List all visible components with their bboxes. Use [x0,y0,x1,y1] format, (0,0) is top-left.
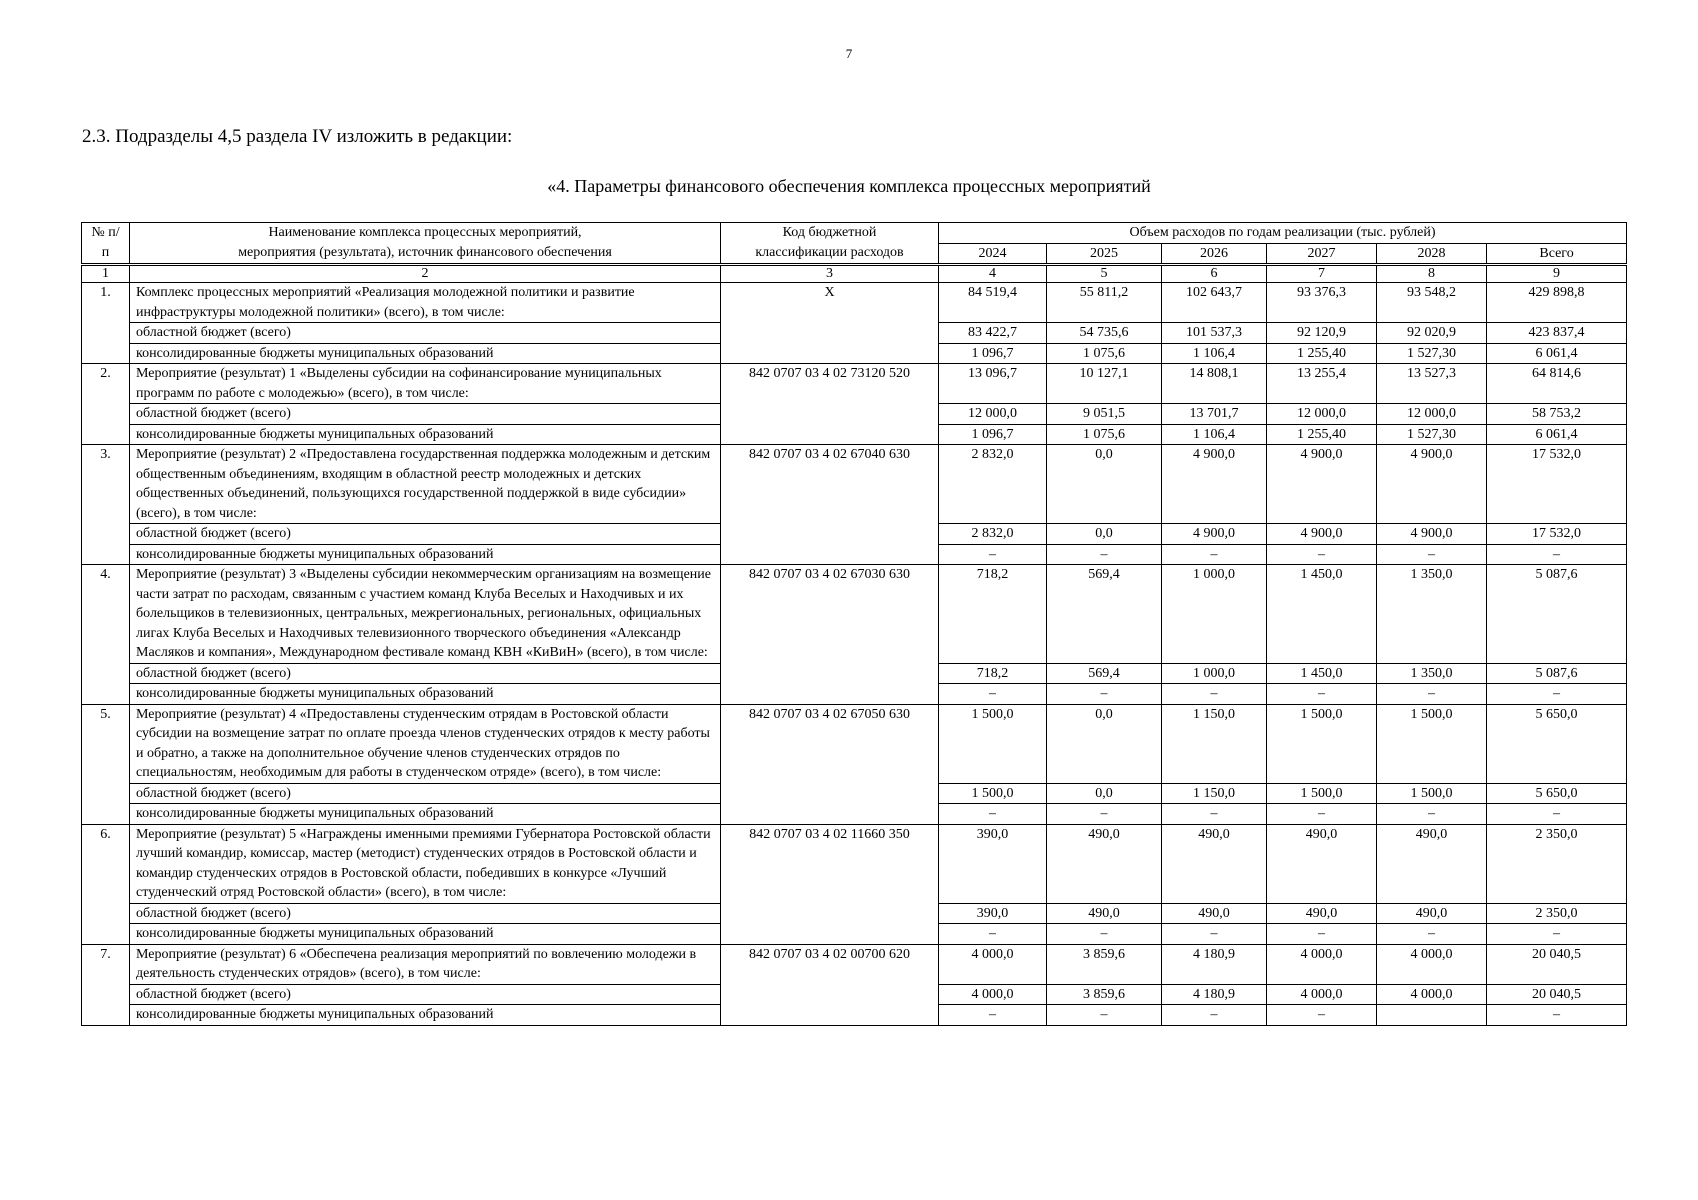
subrow-value: – [1162,684,1267,705]
row-value: 13 527,3 [1377,364,1487,404]
row-value: 1 450,0 [1267,565,1377,664]
header-code-line1: Код бюджетной [782,225,877,240]
subrow-value: 1 106,4 [1162,424,1267,445]
subrow-value: – [1047,544,1162,565]
subrow-value: 5 087,6 [1487,663,1627,684]
column-number: 4 [939,265,1047,283]
subrow-value: 1 350,0 [1377,663,1487,684]
subrow-value: – [939,1005,1047,1026]
row-name: Мероприятие (результат) 6 «Обеспечена реализация мероприятий по вовлечению молодежи в деятельность студенческих отрядов» (всего), в том числе: [130,944,721,984]
row-number: 7. [82,944,130,1025]
row-value: 490,0 [1377,824,1487,903]
subrow-value: 101 537,3 [1162,323,1267,344]
row-value: 17 532,0 [1487,445,1627,524]
subrow-value: 1 527,30 [1377,343,1487,364]
row-value: 490,0 [1162,824,1267,903]
subrow-value: – [1377,924,1487,945]
row-code: 842 0707 03 4 02 67050 630 [721,704,939,824]
subrow-value: 490,0 [1267,903,1377,924]
column-number: 5 [1047,265,1162,283]
row-value: 13 255,4 [1267,364,1377,404]
row-name: Мероприятие (результат) 3 «Выделены субсидии некоммерческим организациям на возмещение части затрат по расходам, связанным с участием команд Клуба Веселых и Находчивых и их болельщиков в телевизионных, центральных, межрегиональных, региональных, официальных лигах Клуба Веселых и Находчивых телевизионного творческого объединения «Александр Масляков и компания», Международном фестивале команд КВН «КиВиН» (всего), в том числе: [130,565,721,664]
table-row [82,824,1627,903]
subrow-name: консолидированные бюджеты муниципальных образований [130,924,721,945]
subrow-value: 4 000,0 [939,984,1047,1005]
header-volume: Объем расходов по годам реализации (тыс. рублей) [939,223,1627,244]
subrow-value: 1 500,0 [1267,783,1377,804]
row-value: 84 519,4 [939,283,1047,323]
subrow-value: 490,0 [1162,903,1267,924]
row-code: 842 0707 03 4 02 73120 520 [721,364,939,445]
column-number: 6 [1162,265,1267,283]
subrow-value: – [1267,924,1377,945]
row-value: 718,2 [939,565,1047,664]
subrow-value: – [1487,924,1627,945]
subrow-value: 13 701,7 [1162,404,1267,425]
subrow-value: 490,0 [1377,903,1487,924]
row-value: 0,0 [1047,445,1162,524]
subrow-value: – [1267,804,1377,825]
row-number: 1. [82,283,130,364]
subrow-value: – [939,924,1047,945]
row-value: 93 376,3 [1267,283,1377,323]
subrow-value: 1 106,4 [1162,343,1267,364]
subrow-value: – [1267,544,1377,565]
row-value: 4 000,0 [1267,944,1377,984]
subrow-name: консолидированные бюджеты муниципальных образований [130,424,721,445]
column-number: 3 [721,265,939,283]
row-value: 3 859,6 [1047,944,1162,984]
subrow-value: 9 051,5 [1047,404,1162,425]
table-row [82,565,1627,664]
subrow-value: 0,0 [1047,524,1162,545]
header-year: 2028 [1377,243,1487,265]
subrow-value: 1 096,7 [939,343,1047,364]
subrow-value: 4 000,0 [1377,984,1487,1005]
table-row [82,445,1627,524]
page-number: 7 [845,46,853,61]
row-value: 4 180,9 [1162,944,1267,984]
subrow-name: областной бюджет (всего) [130,903,721,924]
subrow-value [1377,1005,1487,1026]
row-value: 14 808,1 [1162,364,1267,404]
subrow-value: 4 000,0 [1267,984,1377,1005]
row-value: 1 500,0 [1377,704,1487,783]
row-value: 569,4 [1047,565,1162,664]
row-value: 13 096,7 [939,364,1047,404]
header-code [721,223,939,265]
subrow-value: 92 120,9 [1267,323,1377,344]
subrow-value: – [1487,1005,1627,1026]
row-value: 490,0 [1047,824,1162,903]
row-code: 842 0707 03 4 02 67040 630 [721,445,939,565]
row-value: 4 000,0 [939,944,1047,984]
subrow-value: – [1047,924,1162,945]
subrow-value: – [939,544,1047,565]
table-row [82,364,1627,404]
row-value: 102 643,7 [1162,283,1267,323]
subrow-value: 1 255,40 [1267,343,1377,364]
financing-table [81,222,1627,1026]
subrow-value: 2 832,0 [939,524,1047,545]
subrow-value: 4 900,0 [1162,524,1267,545]
subrow-name: консолидированные бюджеты муниципальных образований [130,1005,721,1026]
row-code: Х [721,283,939,364]
subrow-value: 490,0 [1047,903,1162,924]
subrow-name: консолидированные бюджеты муниципальных образований [130,684,721,705]
subrow-value: 2 350,0 [1487,903,1627,924]
column-number: 1 [82,265,130,283]
subrow-value: 1 075,6 [1047,424,1162,445]
subrow-value: 12 000,0 [1267,404,1377,425]
subrow-value: 6 061,4 [1487,424,1627,445]
subrow-name: консолидированные бюджеты муниципальных образований [130,544,721,565]
subrow-value: 83 422,7 [939,323,1047,344]
subrow-name: областной бюджет (всего) [130,404,721,425]
subrow-value: 1 450,0 [1267,663,1377,684]
subrow-value: 20 040,5 [1487,984,1627,1005]
subrow-value: 4 900,0 [1377,524,1487,545]
header-year: 2027 [1267,243,1377,265]
column-number: 7 [1267,265,1377,283]
row-value: 20 040,5 [1487,944,1627,984]
subrow-value: 1 500,0 [1377,783,1487,804]
subrow-value: 1 096,7 [939,424,1047,445]
row-value: 4 000,0 [1377,944,1487,984]
subrow-value: 3 859,6 [1047,984,1162,1005]
subrow-value: 1 000,0 [1162,663,1267,684]
subrow-value: 6 061,4 [1487,343,1627,364]
subrow-value: – [1047,804,1162,825]
subrow-value: – [1162,544,1267,565]
row-name: Мероприятие (результат) 1 «Выделены субсидии на софинансирование муниципальных программ по работе с молодежью» (всего), в том числе: [130,364,721,404]
subrow-name: консолидированные бюджеты муниципальных образований [130,804,721,825]
subrow-value: – [1162,1005,1267,1026]
subrow-value: – [939,684,1047,705]
row-value: 10 127,1 [1047,364,1162,404]
row-value: 4 900,0 [1377,445,1487,524]
table-row [82,704,1627,783]
header-total: Всего [1487,243,1627,265]
subrow-value: 1 075,6 [1047,343,1162,364]
row-value: 64 814,6 [1487,364,1627,404]
row-value: 490,0 [1267,824,1377,903]
subrow-value: 0,0 [1047,783,1162,804]
subrow-name: областной бюджет (всего) [130,663,721,684]
table-row [82,283,1627,323]
subrow-value: – [1267,1005,1377,1026]
subrow-value: 718,2 [939,663,1047,684]
row-value: 4 900,0 [1162,445,1267,524]
subrow-value: 12 000,0 [939,404,1047,425]
subrow-name: консолидированные бюджеты муниципальных образований [130,343,721,364]
row-code: 842 0707 03 4 02 11660 350 [721,824,939,944]
subrow-value: 390,0 [939,903,1047,924]
header-year: 2026 [1162,243,1267,265]
header-name [130,223,721,265]
subrow-name: областной бюджет (всего) [130,984,721,1005]
subrow-value: – [1047,1005,1162,1026]
subrow-value: 1 500,0 [939,783,1047,804]
subrow-value: – [1487,804,1627,825]
subrow-value: 1 150,0 [1162,783,1267,804]
row-name: Мероприятие (результат) 5 «Награждены именными премиями Губернатора Ростовской области лучший командир, комиссар, мастер (методист) студенческих отрядов в Ростовской области и командир студенческих отрядов в Ростовской области, победивших в конкурсе «Лучший студенческий отряд Ростовской области» (всего), в том числе: [130,824,721,903]
row-value: 55 811,2 [1047,283,1162,323]
subrow-value: 1 527,30 [1377,424,1487,445]
header-year: 2024 [939,243,1047,265]
row-code: 842 0707 03 4 02 67030 630 [721,565,939,705]
row-name: Мероприятие (результат) 2 «Предоставлена государственная поддержка молодежным и детским общественным объединениям, входящим в областной реестр молодежных и детских общественных объединений, пользующихся государственной поддержкой в виде субсидии» (всего), в том числе: [130,445,721,524]
row-name: Комплекс процессных мероприятий «Реализация молодежной политики и развитие инфраструктуры молодежной политики» (всего), в том числе: [130,283,721,323]
row-number: 5. [82,704,130,824]
row-value: 390,0 [939,824,1047,903]
row-number: 4. [82,565,130,705]
row-code: 842 0707 03 4 02 00700 620 [721,944,939,1025]
table-body [82,265,1627,1026]
row-value: 5 650,0 [1487,704,1627,783]
row-number: 6. [82,824,130,944]
subrow-value: – [1267,684,1377,705]
row-value: 1 150,0 [1162,704,1267,783]
row-value: 5 087,6 [1487,565,1627,664]
header-name-line2: мероприятия (результата), источник финансового обеспечения [238,244,612,260]
subrow-value: 4 180,9 [1162,984,1267,1005]
column-number: 8 [1377,265,1487,283]
row-value: 0,0 [1047,704,1162,783]
header-year: 2025 [1047,243,1162,265]
row-value: 2 350,0 [1487,824,1627,903]
subrow-value: – [1047,684,1162,705]
row-value: 429 898,8 [1487,283,1627,323]
section-title [0,176,1698,197]
subrow-value: 54 735,6 [1047,323,1162,344]
header-no: № п/п [82,223,130,265]
subrow-value: 58 753,2 [1487,404,1627,425]
row-number: 2. [82,364,130,445]
subrow-value: 1 255,40 [1267,424,1377,445]
subrow-name: областной бюджет (всего) [130,524,721,545]
row-value: 1 000,0 [1162,565,1267,664]
header-code-line2: классификации расходов [755,244,904,260]
intro-text: 2.3. Подразделы 4,5 раздела IV изложить в редакции: [82,126,513,147]
header-name-line1: Наименование комплекса процессных мероприятий, [268,225,582,240]
subrow-value: – [1377,544,1487,565]
section-title-text: «4. Параметры финансового обеспечения комплекса процессных мероприятий [547,176,1151,196]
subrow-value: – [1487,544,1627,565]
subrow-value: – [1162,924,1267,945]
row-number: 3. [82,445,130,565]
subrow-value: – [1487,684,1627,705]
subrow-value: – [1377,684,1487,705]
subrow-value: 4 900,0 [1267,524,1377,545]
row-value: 4 900,0 [1267,445,1377,524]
subrow-value: – [939,804,1047,825]
row-value: 93 548,2 [1377,283,1487,323]
subrow-name: областной бюджет (всего) [130,323,721,344]
subrow-value: 17 532,0 [1487,524,1627,545]
subrow-name: областной бюджет (всего) [130,783,721,804]
subrow-value: – [1162,804,1267,825]
subrow-value: 423 837,4 [1487,323,1627,344]
subrow-value: 5 650,0 [1487,783,1627,804]
table-row [82,944,1627,984]
subrow-value: 12 000,0 [1377,404,1487,425]
column-number: 2 [130,265,721,283]
column-number-row [82,265,1627,283]
subrow-value: 92 020,9 [1377,323,1487,344]
column-number: 9 [1487,265,1627,283]
row-name: Мероприятие (результат) 4 «Предоставлены студенческим отрядам в Ростовской области субсидии на возмещение затрат по оплате проезда членов студенческих отрядов к месту работы и обратно, а также на дополнительное обучение членов студенческих отрядов по специальностям, необходимым для работы в студенческом отряде» (всего), в том числе: [130,704,721,783]
row-value: 1 350,0 [1377,565,1487,664]
row-value: 2 832,0 [939,445,1047,524]
subrow-value: 569,4 [1047,663,1162,684]
row-value: 1 500,0 [1267,704,1377,783]
subrow-value: – [1377,804,1487,825]
row-value: 1 500,0 [939,704,1047,783]
